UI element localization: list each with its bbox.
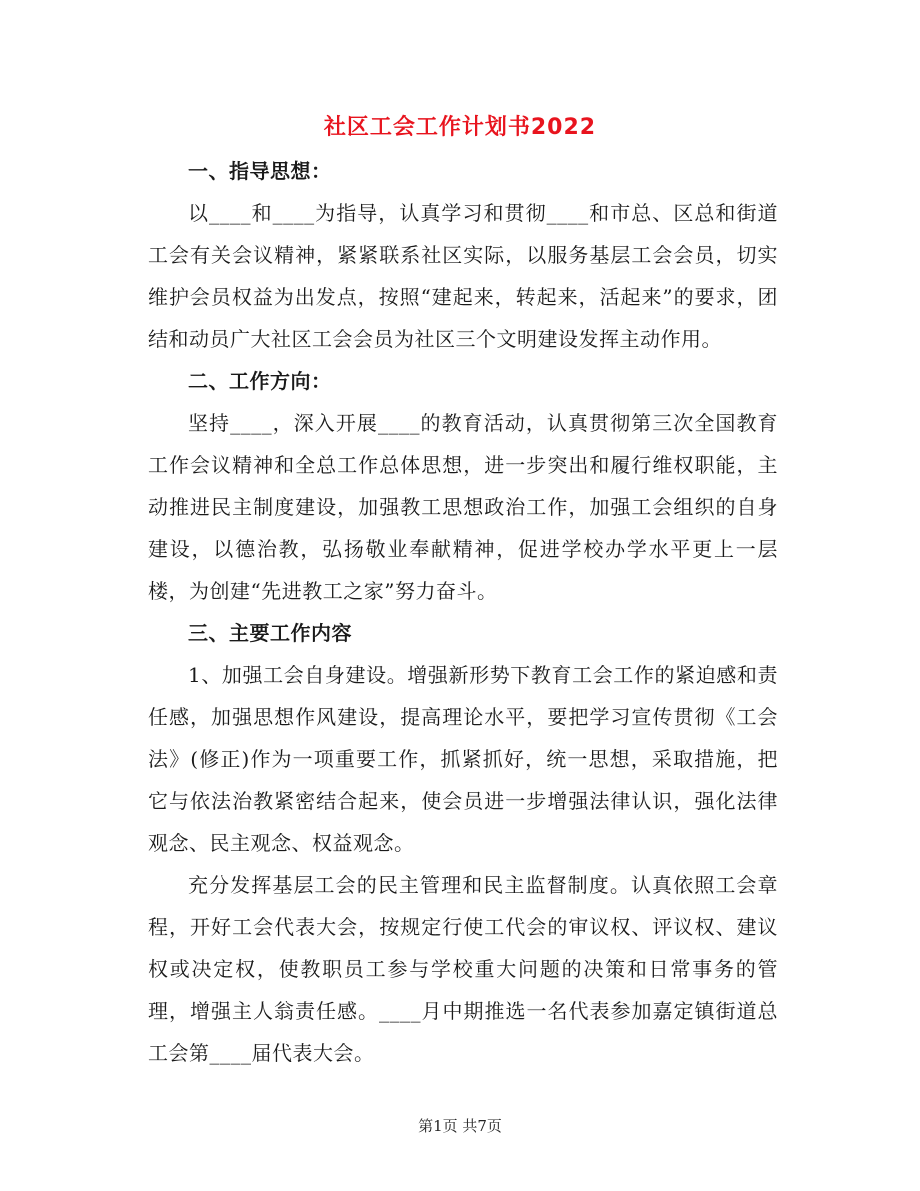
document-title: 社区工会工作计划书2022 [323,115,597,140]
page-number: 第1页 共7页 [418,1117,502,1135]
paragraph-self-building: 1、加强工会自身建设。增强新形势下教育工会工作的紧迫感和责任感，加强思想作风建设，提高理论水平，要把学习宣传贯彻《工会法》(修正)作为一项重要工作，抓紧抓好，统一思想，采取措施，把它与依法治教紧密结合起来，使会员进一步增强法律认识，强化法律观念、民主观念、权益观念。 [148,663,778,855]
paragraph-work-direction: 坚持____，深入开展____的教育活动，认真贯彻第三次全国教育工作会议精神和全总工作总体思想，进一步突出和履行维权职能，主动推进民主制度建设，加强教工思想政治工作，加强工会组织的自身建设，以德治教，弘扬敬业奉献精神，促进学校办学水平更上一层楼，为创建“先进教工之家”努力奋斗。 [148,411,778,603]
section-heading-main-content: 三、主要工作内容 [188,621,352,645]
section-heading-guiding-thought: 一、指导思想： [188,159,332,183]
paragraph-democratic-management: 充分发挥基层工会的民主管理和民主监督制度。认真依照工会章程，开好工会代表大会，按规定行使工代会的审议权、评议权、建议权或决定权，使教职员工参与学校重大问题的决策和日常事务的管理，增强主人翁责任感。____月中期推选一名代表参加嘉定镇街道总工会第____届代表大会。 [148,873,778,1065]
document-body [148,150,778,1074]
section-heading-work-direction: 二、工作方向： [188,369,332,393]
paragraph-guiding-thought: 以____和____为指导，认真学习和贯彻____和市总、区总和街道工会有关会议精神，紧紧联系社区实际，以服务基层工会会员，切实维护会员权益为出发点，按照“建起来，转起来，活起来”的要求，团结和动员广大社区工会会员为社区三个文明建设发挥主动作用。 [148,201,778,351]
